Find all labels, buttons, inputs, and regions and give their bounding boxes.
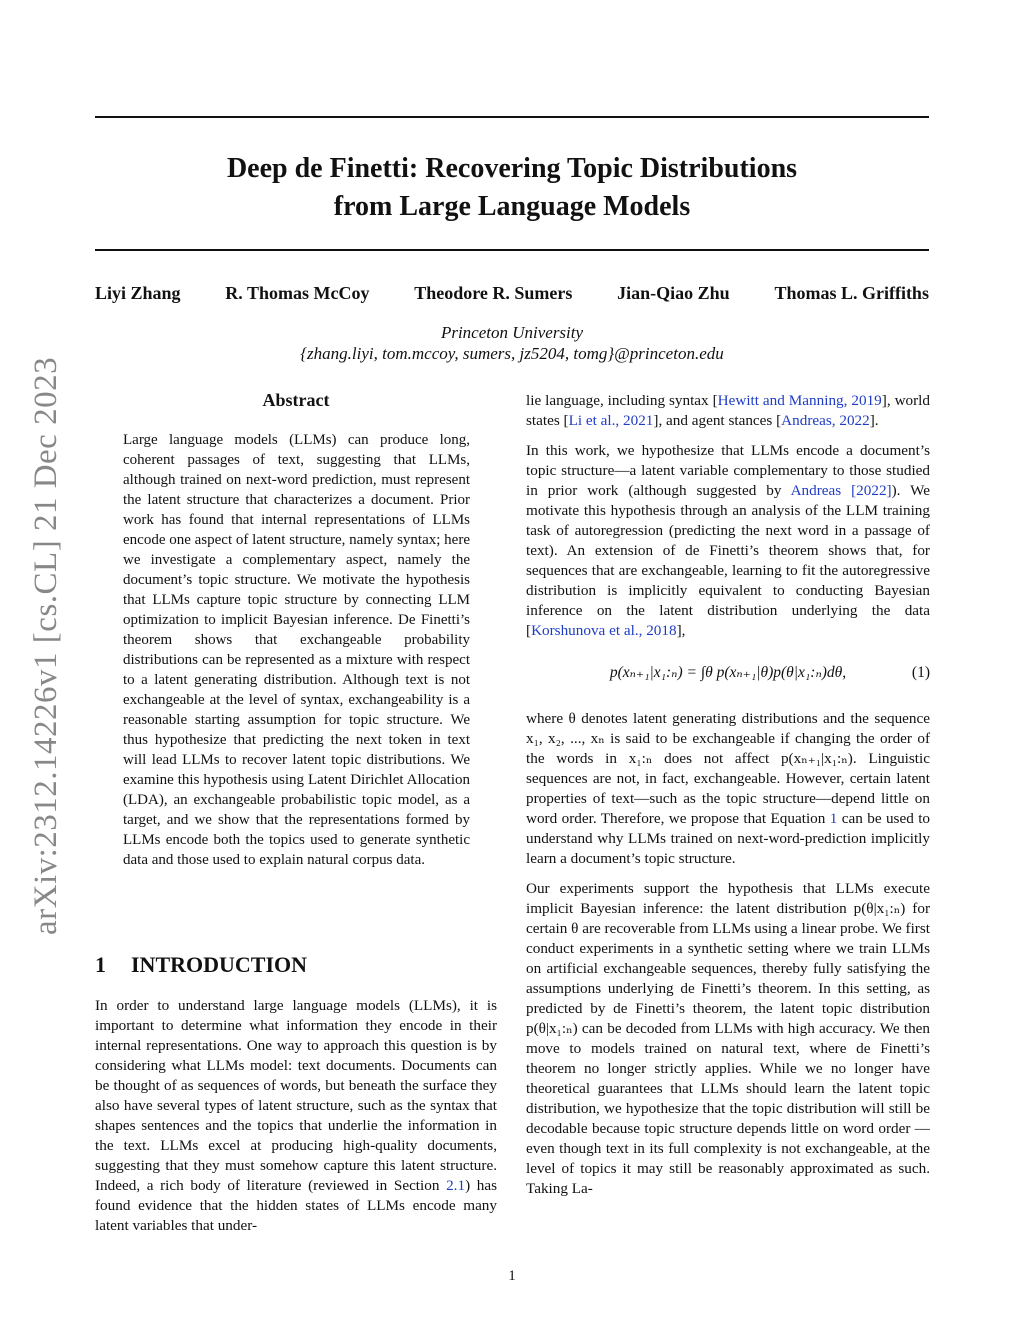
section-heading [95, 952, 307, 978]
intro-left-column [95, 996, 497, 1246]
top-rule [95, 116, 929, 118]
equation-1 [526, 651, 930, 695]
equation-link[interactable]: 1 [829, 810, 838, 827]
text-run: In order to understand large language models (LLMs), it is important to determine what information they encode in their internal representations. One way to approach this question is by considering what LLMs model: text documents. Documents can be thought of as sequences of words, but beneath the surface they also have several types of latent structure, such as the syntax that shapes sentences and the topics that underlie the information in the text. LLMs excel at producing high-quality documents, suggesting that they must somehow capture this latent structure. Indeed, a rich body of literature (reviewed in Section [95, 997, 497, 1194]
author: R. Thomas McCoy [225, 283, 370, 303]
author: Theodore R. Sumers [414, 283, 573, 303]
citation-link[interactable]: Andreas, 2022 [781, 412, 870, 429]
author-emails: {zhang.liyi, tom.mccoy, sumers, jz5204, tomg}@princeton.edu [300, 344, 724, 363]
paragraph [526, 441, 930, 641]
text-run: In this work, we hypothesize that LLMs encode a document’s topic structure—a latent variable complementary to those studied in prior work (although suggested by [526, 442, 930, 499]
text-run: ) has found evidence that the hidden states of LLMs encode many latent variables that under- [95, 1177, 497, 1234]
text-run: ], and agent stances [ [653, 412, 782, 429]
arxiv-stamp: arXiv:2312.14226v1 [cs.CL] 21 Dec 2023 [28, 356, 64, 935]
author: Thomas L. Griffiths [774, 283, 929, 303]
citation-link[interactable]: Korshunova et al., 2018 [531, 622, 677, 639]
institution: Princeton University [440, 323, 584, 342]
paragraph [526, 709, 930, 869]
equation-number: (1) [911, 664, 930, 681]
text-run: lie language, including syntax [ [526, 392, 718, 409]
section-number: 1 [95, 952, 106, 977]
abstract-text: Large language models (LLMs) can produce long, coherent passages of text, suggesting that LLMs, although trained on next-word prediction, must represent the latent structure that characterizes a document. Prior work has found that internal representations of LLMs encode one aspect of latent structure, namely syntax; here we investigate a complementary aspect, namely the document’s topic structure. We motivate the hypothesis that LLMs capture topic structure by connecting LLM optimization to implicit Bayesian inference. De Finetti’s theorem shows that exchangeable probability distributions can be represented as a mixture with respect to a latent generating distribution. Although text is not exchangeable at the level of syntax, exchangeability is a reasonable starting assumption for topic structure. We thus hypothesize that predicting the next token in text will lead LLMs to recover latent topic distributions. We examine this hypothesis using Latent Dirichlet Allocation (LDA), an exchangeable probabilistic topic model, as a target, and we show that the representations formed by LLMs encode both the topics used to generate synthetic data and those used to explain natural corpus data. [123, 432, 470, 868]
author-list [95, 283, 929, 304]
section-link[interactable]: 2.1 [446, 1177, 466, 1194]
bottom-rule [95, 249, 929, 251]
intro-paragraph [95, 996, 497, 1236]
text-run: ], world states [ [526, 392, 930, 429]
title-line-1: Deep de Finetti: Recovering Topic Distributions [226, 153, 798, 184]
citation-link[interactable]: Hewitt and Manning, 2019 [717, 392, 882, 409]
abstract-heading: Abstract [262, 390, 330, 410]
paper-title [95, 150, 929, 226]
paragraph: Our experiments support the hypothesis that LLMs execute implicit Bayesian inference: the latent distribution p(θ|x₁:ₙ) for certain θ are recoverable from LLMs using a linear probe. We first conduct experiments in a synthetic setting where we train LLMs on artificial exchangeable sequences, thereby fully satisfying the assumptions underlying de Finetti’s theorem. In this setting, as predicted by de Finetti’s theorem, the latent topic distribution p(θ|x₁:ₙ) can be decoded from LLMs with high accuracy. We then move to models trained on natural text, where de Finetti’s theorem no longer strictly applies. While we no longer have theoretical guarantees that LLMs should learn the latent topic distribution, we hypothesize that the topic distribution will still be decodable because topic structure depends little on word order — even though text in its full complexity is not exchangeable, at the level of topics it may still be reasonably approximated as such. Taking La- [526, 880, 930, 1197]
author: Jian-Qiao Zhu [617, 283, 730, 303]
text-run: ], [676, 622, 686, 639]
title-line-2: from Large Language Models [333, 191, 691, 222]
page-number: 1 [508, 1268, 516, 1284]
text-run: can be used to understand why LLMs trained on next-word-prediction implicitly learn a document’s topic structure. [526, 810, 931, 867]
text-run: ]. [869, 412, 879, 429]
affiliation [95, 322, 929, 364]
section-title: INTRODUCTION [131, 952, 308, 977]
right-column [526, 391, 930, 1209]
citation-link[interactable]: Andreas [2022] [790, 482, 892, 499]
text-run: where θ denotes latent generating distributions and the sequence x₁, x₂, ..., xₙ is said to be exchangeable if changing the order of the words in x₁:ₙ does not affect p(xₙ₊₁|x₁:ₙ). Linguistic sequences are not, in fact, exchangeable. However, certain latent properties of text—such as the topic structure—depend little on word order. Therefore, we propose that Equation [526, 710, 930, 827]
citation-link[interactable]: Li et al., 2021 [568, 412, 654, 429]
equation-body: p(xₙ₊₁|x₁:ₙ) = ∫θ p(xₙ₊₁|θ)p(θ|x₁:ₙ)dθ, [609, 664, 847, 681]
author: Liyi Zhang [95, 283, 181, 303]
paragraph [526, 391, 930, 431]
text-run: ). We motivate this hypothesis through an analysis of the LLM training task of autoregression (predicting the next word in a passage of text). An extension of de Finetti’s theorem shows that, for sequences that are exchangeable, learning to fit the autoregressive distribution is implicitly equivalent to conducting Bayesian inference on the latent distribution underlying the data [ [526, 482, 930, 639]
